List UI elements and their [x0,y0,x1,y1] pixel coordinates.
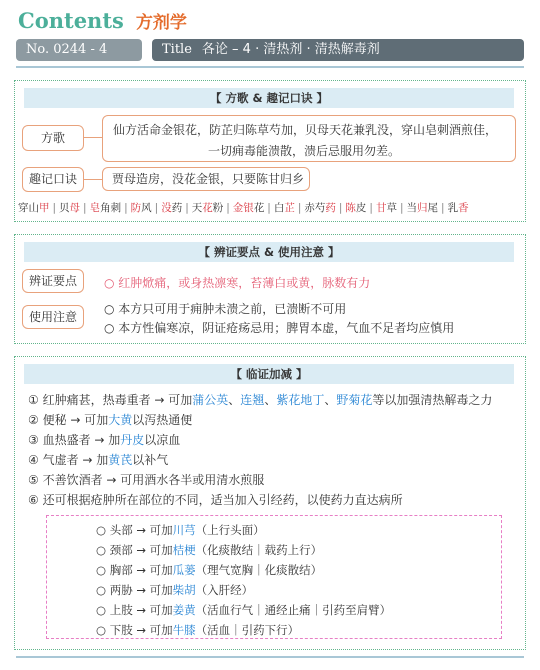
herb-mnemonic-char: 金银 [232,202,254,214]
item-text: 以凉血 [144,433,181,447]
herb-part: 穿山 [18,202,39,214]
herb-name: 柴胡 [172,583,196,597]
usage-notes-label: 使用注意 [22,305,84,329]
herb-mnemonic-char: 甘 [375,202,387,214]
separator: 、 [324,393,337,407]
item-text: ○ 头部 → 可加 [96,523,173,537]
herb-name: 瓜蒌 [172,563,196,577]
item-text: ③ 血热盛者 → 加 [28,433,121,447]
herb-item [304,202,336,214]
fangge-label: 方歌 [22,125,84,151]
item-text: ○ 下肢 → 可加 [96,623,173,637]
item-note: （上行头面） [195,523,265,537]
herb-name: 桔梗 [172,543,196,557]
usage-note-1: ○ 本方只可用于痈肿未溃之前，已溃断不可用 [104,302,347,316]
herb-part: 乳 [447,202,459,214]
fangge-line-2: 一切痈毒能溃散，溃后忌服用勿差。 [208,144,401,158]
herb-part: 草 [386,202,397,214]
title-label: Title [162,42,192,57]
fangge-line-1: 仙方活命金银花，防芷归陈草芍加，贝母天花兼乳没，穿山皂刺酒煎佳， [113,123,498,137]
herb-separator: | [399,202,404,214]
meridian-item-flank [96,582,253,598]
clinical-item-4 [28,451,168,468]
herb-mnemonic-char: 香 [458,202,469,214]
item-text: ○ 两胁 → 可加 [96,583,173,597]
connector [82,137,104,138]
meridian-item-neck [96,542,322,558]
herb-separator: | [154,202,159,214]
herb-mnemonic-char: 陈 [345,202,356,214]
herb-part: 药 [171,202,183,214]
herb-part: 尾 [427,202,439,214]
herb-part: 花 [253,202,265,214]
herb-item [233,202,265,214]
herb-name: 姜黄 [172,603,196,617]
title-text: 各论 – 4 · 清热剂 · 清热解毒剂 [201,42,380,57]
herb-separator: | [369,202,373,214]
herb-name: 蒲公英 [192,393,229,407]
herb-item [192,202,224,214]
herb-separator: | [338,202,343,214]
herb-item [161,202,182,214]
herb-mnemonic-char: 花 [202,202,213,214]
clinical-item-1 [28,391,492,408]
herb-name: 紫花地丁 [276,393,325,407]
usage-note-2: ○ 本方性偏寒凉，阴证疮疡忌用；脾胃本虚，气血不足者均应慎用 [104,321,455,335]
clinical-item-6: ⑥ 还可根据疮肿所在部位的不同，适当加入引经药，以使药力直达病所 [28,493,403,507]
item-note: （化痰散结｜载药上行） [195,543,323,557]
herb-part: 赤芍 [304,202,326,214]
item-text: ○ 上肢 → 可加 [96,603,173,617]
clinical-item-2 [28,411,192,428]
meridian-item-upper-limb [96,602,391,618]
item-text: ① 红肿痛甚，热毒重者 → 可加 [28,393,193,407]
meridian-item-chest [96,562,322,578]
item-note: （入肝经） [195,583,254,597]
fangge-box [102,115,516,162]
herb-name: 丹皮 [120,433,145,447]
herb-item [131,202,152,214]
herb-item [90,202,122,214]
item-text: ○ 颈部 → 可加 [96,543,173,557]
footer-divider [16,656,524,658]
herb-name: 黄芪 [108,453,133,467]
herb-mnemonic-char: 母 [69,202,81,214]
herb-part: 皮 [355,202,367,214]
page-header [18,8,187,33]
herb-separator: | [297,202,302,214]
item-text: 等以加强清热解毒之力 [372,393,493,407]
herb-mnemonic-char: 芷 [284,202,295,214]
herb-separator: | [124,202,128,214]
item-text: ② 便秘 → 可加 [28,413,109,427]
header-title-zh: 方剂学 [135,13,187,33]
clinical-item-3 [28,431,180,448]
herb-name: 连翘 [240,393,265,407]
herb-part: 风 [141,202,152,214]
number-bar: No. 0244 - 4 [16,39,142,61]
herb-name: 川芎 [172,523,196,537]
herb-mnemonic-char: 归 [417,202,428,214]
header-title-en: Contents [18,8,124,33]
item-text: 以泻热通便 [132,413,193,427]
item-note: （活血行气｜通经止痛｜引药至肩臂） [195,603,392,617]
herb-mnemonic-char: 皂 [89,202,101,214]
song-heading: 【 方歌 & 趣记口诀 】 [24,88,514,108]
herb-item [274,202,295,214]
herb-separator: | [441,202,445,214]
item-text: 以补气 [132,453,169,467]
herb-part: 粉 [212,202,224,214]
herb-part: 贝 [59,202,70,214]
meridian-item-head [96,522,265,538]
herb-list [18,200,469,215]
item-text: ④ 气虚者 → 加 [28,453,109,467]
herb-name: 牛膝 [172,623,196,637]
herb-part: 白 [273,202,285,214]
herb-part: 角刺 [100,202,122,214]
herb-part: 天 [191,202,203,214]
herb-name: 大黄 [108,413,133,427]
meridian-item-lower-limb [96,622,299,638]
herb-separator: | [83,202,87,214]
key-points-label: 辨证要点 [22,269,84,293]
herb-separator: | [226,202,230,214]
clinical-item-5: ⑤ 不善饮酒者 → 可用酒水各半或用清水煎服 [28,473,265,487]
herb-item [376,202,397,214]
herb-separator: | [52,202,57,214]
separator: 、 [228,393,241,407]
quji-label: 趣记口诀 [22,167,84,192]
key-points-text: ○ 红肿焮痛，或身热凛寒，苔薄白或黄，脉数有力 [104,276,371,290]
item-note: （活血｜引药下行） [195,623,300,637]
diagnosis-heading: 【 辨证要点 & 使用注意 】 [24,242,514,262]
herb-separator: | [185,202,189,214]
herb-part: 当 [406,202,418,214]
herb-mnemonic-char: 甲 [39,202,50,214]
separator: 、 [264,393,277,407]
herb-mnemonic-char: 防 [130,202,142,214]
herb-item [345,202,366,214]
herb-item [448,202,469,214]
herb-item [18,202,50,214]
connector [82,179,104,180]
quji-box: 贾母造房，没花金银，只要陈甘归乡 [102,167,310,191]
header-divider [16,66,524,68]
item-text: ○ 胸部 → 可加 [96,563,173,577]
herb-separator: | [267,202,271,214]
title-bar [152,39,524,61]
herb-mnemonic-char: 药 [325,202,336,214]
herb-item [59,202,80,214]
item-note: （理气宽胸｜化痰散结） [195,563,323,577]
clinical-heading: 【 临证加减 】 [24,364,514,384]
herb-item [407,202,439,214]
herb-mnemonic-char: 没 [161,202,172,214]
herb-name: 野菊花 [336,393,373,407]
